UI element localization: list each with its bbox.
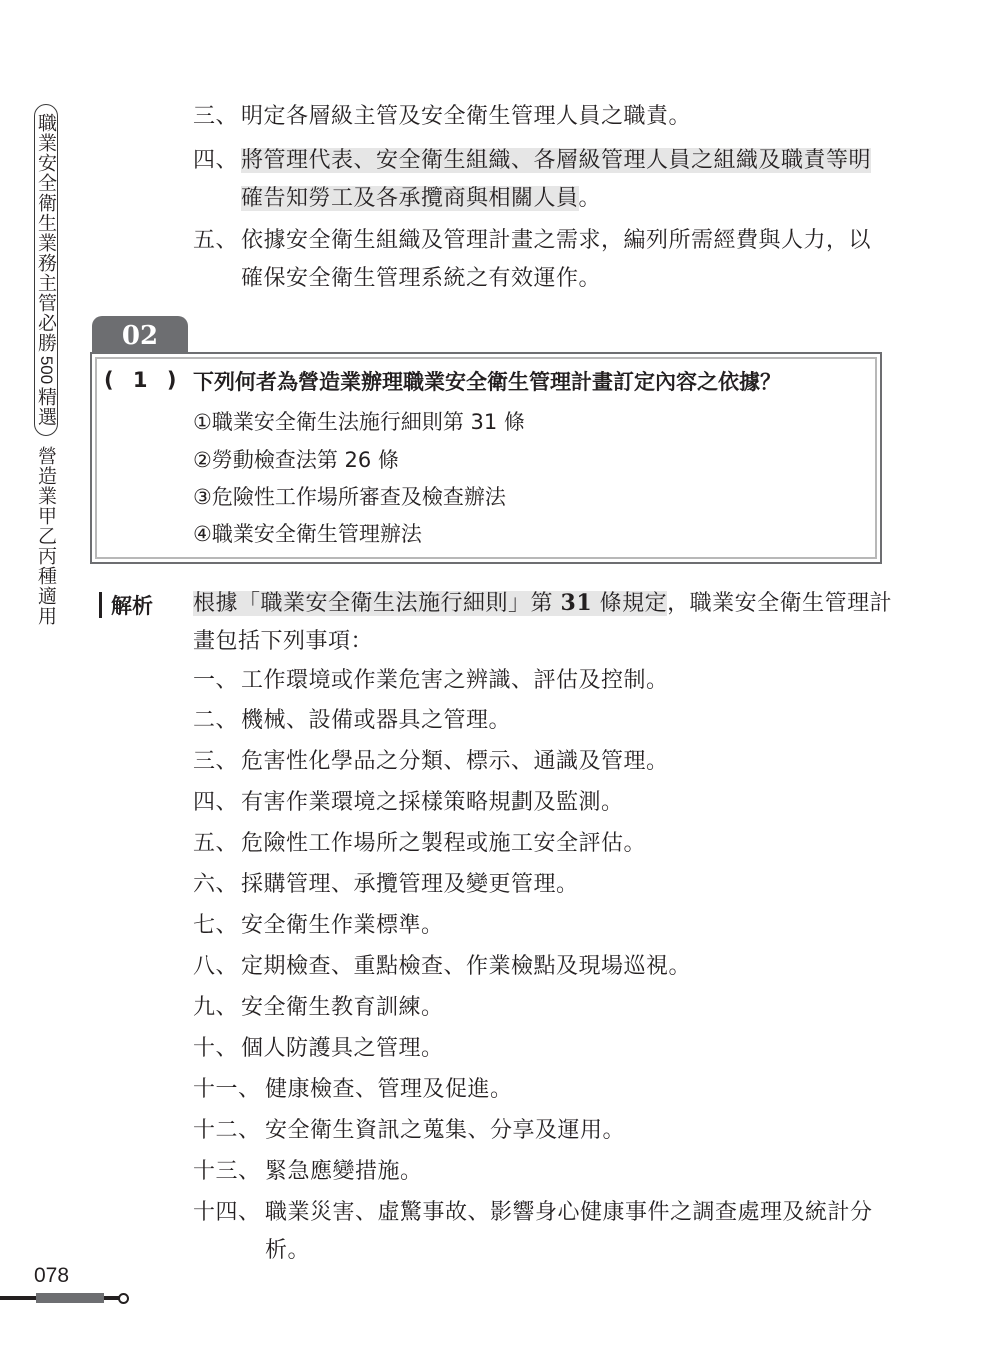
list-item: 五、 危險性工作場所之製程或施工安全評估。: [193, 831, 647, 856]
list-item: 十、 個人防護具之管理。: [193, 1036, 444, 1061]
option-item: ③危險性工作場所審查及檢查辦法: [193, 485, 506, 509]
question-text: 下列何者為營造業辦理職業安全衛生管理計畫訂定內容之依據？: [193, 370, 781, 394]
highlighted-text: 將管理代表、安全衛生組織、各層級管理人員之組織及職責等明確告知勞工及各承攬商與相關人員: [241, 148, 872, 211]
list-item: 三、 危害性化學品之分類、標示、通識及管理。: [193, 749, 669, 774]
list-item-text: 明定各層級主管及安全衛生管理人員之職責。: [241, 104, 692, 129]
list-item: 八、 定期檢查、重點檢查、作業檢點及現場巡視。: [193, 954, 692, 979]
list-item-number: 五、: [193, 228, 239, 253]
list-item: 七、 安全衛生作業標準。: [193, 913, 444, 938]
list-item: [193, 98, 883, 136]
list-item: 十四、 職業災害、虛驚事故、影響身心健康事件之調查處理及統計分析。: [193, 1200, 873, 1263]
list-item: 十一、 健康檢查、管理及促進。: [193, 1077, 513, 1102]
analysis-intro: 根據「職業安全衛生法施行細則」第 31 條規定，職業安全衛生管理計畫包括下列事項：: [193, 590, 893, 654]
analysis-bar: [99, 592, 102, 618]
book-title-number: 500: [37, 355, 56, 385]
list-item: 十三、 緊急應變措施。: [193, 1159, 423, 1184]
book-subtitle: 營造業甲乙丙種適用: [35, 446, 57, 626]
book-title-part1: 職業安全衛生業務主管必勝: [35, 113, 57, 353]
list-item: 十二、 安全衛生資訊之蒐集、分享及運用。: [193, 1118, 626, 1143]
page-footer-dot: [118, 1293, 129, 1304]
analysis-label: 解析: [99, 590, 153, 620]
list-item-number: 三、: [193, 104, 239, 129]
list-item: 九、 安全衛生教育訓練。: [193, 995, 444, 1020]
list-item: 二、 機械、設備或器具之管理。: [193, 708, 512, 733]
list-item-text: 將管理代表、安全衛生組織、各層級管理人員之組織及職責等明確告知勞工及各承攬商與相關人員。: [241, 148, 872, 211]
option-item: ④職業安全衛生管理辦法: [193, 522, 422, 546]
option-item: ①職業安全衛生法施行細則第 31 條: [193, 410, 525, 434]
question-number-tab: 02: [92, 316, 188, 356]
question-answer: ( 1 ): [104, 368, 183, 392]
book-title-sidebar: [34, 104, 58, 626]
page-number: 078: [34, 1264, 70, 1287]
option-item: ②勞動檢查法第 26 條: [193, 448, 399, 472]
list-item-number: 四、: [193, 148, 239, 173]
list-item: 四、 有害作業環境之採樣策略規劃及監測。: [193, 790, 624, 815]
book-title-part2: 精選: [35, 387, 57, 427]
list-item: [193, 142, 883, 218]
list-item: 六、 採購管理、承攬管理及變更管理。: [193, 872, 579, 897]
page-footer-bar: [36, 1293, 104, 1303]
list-item: [193, 222, 883, 298]
highlighted-text: 根據「職業安全衛生法施行細則」第 31 條規定: [193, 590, 668, 616]
list-item: 一、 工作環境或作業危害之辨識、評估及控制。: [193, 668, 669, 693]
list-item-text: 依據安全衛生組織及管理計畫之需求，編列所需經費與人力，以確保安全衛生管理系統之有效運作。: [241, 228, 872, 291]
book-title-box: [34, 104, 58, 436]
